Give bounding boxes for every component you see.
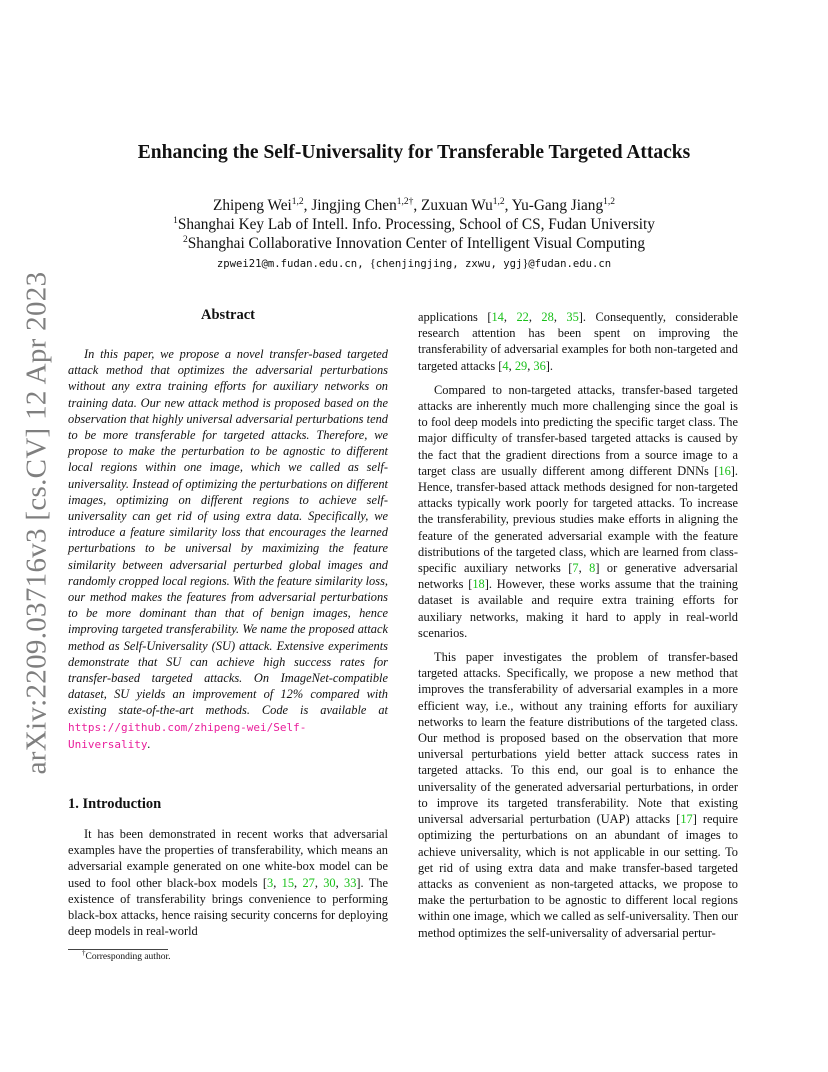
body-paragraph: Compared to non-targeted attacks, transfer-based targeted attacks are inherently much more challenging since the goal is to fool deep models into predicting the specific target class. The major difficulty of transfer-based targeted attacks is caused by the fact that the gradient directions from a source image to a target class are usually different among different DNNs [16]. Hence, transfer-based attack methods designed for non-targeted attacks typically work poorly for targeted attacks. To increase the transferability, previous studies make efforts in aligning the feature of the generated adversarial example with the feature distributions of the targeted class, which are learned from class-specific auxiliary networks [7, 8] or generative adversarial networks [18]. However, these works assume that the training dataset is available and require extra training efforts for auxiliary networks, making it hard to apply in real-world scenarios. (418, 382, 738, 640)
citation-link[interactable]: 3 (267, 875, 274, 890)
affiliation-mark: 1,2† (396, 197, 414, 207)
author-name: Zhipeng Wei (213, 197, 292, 214)
citation-link[interactable]: 28 (541, 310, 554, 324)
citation-link[interactable]: 17 (680, 812, 693, 827)
citation-link[interactable]: 27 (302, 875, 315, 890)
citation-link[interactable]: 8 (589, 561, 596, 576)
section-heading-introduction: 1. Introduction (68, 796, 162, 812)
affiliation-2: $^2$Shanghai Collaborative Innovation Center of Intelligent Visual Computing (183, 235, 645, 252)
citation-link[interactable]: 4 (502, 358, 509, 373)
author-name: Jingjing Chen (311, 197, 397, 214)
citation-link[interactable]: 29 (514, 358, 528, 373)
abstract-heading: Abstract (201, 307, 255, 323)
citation-link[interactable]: 22 (516, 310, 529, 324)
author-emails: zpwei21@m.fudan.edu.cn, {chenjingjing, zxwu, ygj}@fudan.edu.cn (216, 256, 612, 270)
author-name: Yu-Gang Jiang (511, 197, 604, 214)
affiliation-1: $^1$Shanghai Key Lab of Intell. Info. Processing, School of CS, Fudan University (173, 216, 655, 233)
affiliation-mark: 1,2 (603, 197, 615, 207)
citation-link[interactable]: 36 (533, 358, 546, 373)
citation-link[interactable]: 33 (344, 875, 357, 890)
citation-link[interactable]: 35 (566, 310, 579, 324)
intro-paragraph: It has been demonstrated in recent works that adversarial examples have the properties of transferability, which means an adversarial example generated on one white-box model can be used to fool other black-box models [3, 15, 27, 30, 33]. The existence of transferability brings convenience to performing black-box attacks, hence raising security concerns for deploying deep models in real-world (68, 827, 388, 939)
author-block (68, 196, 760, 253)
arxiv-identifier: arXiv:2209.03716v3 [cs.CV] 12 Apr 2023 (20, 271, 53, 774)
affiliation-mark: 1,2 (291, 197, 304, 207)
right-column (418, 309, 738, 949)
abstract-body: In this paper, we propose a novel transfer-based targeted attack method that optimizes the adversarial perturbations without any extra training efforts for auxiliary networks on training data. Our new attack method is proposed based on the observation that highly universal adversarial perturbations tend to be more transferable for targeted attacks. Therefore, we propose to make the perturbation to be agnostic to different local regions within one image, which we called as self-universality. Instead of optimizing the perturbations on different images, optimizing on different regions to achieve self-universality can get rid of using extra data. Specifically, we introduce a feature similarity loss that encourages the learned perturbations to be universal by maximizing the feature similarity between adversarial perturbed global images and randomly cropped local regions. With the feature similarity loss, our method makes the features from adversarial perturbations to be more dominant than that of benign images, hence improving targeted transferability. We name the proposed attack method as Self-Universality (SU) attack. Extensive experiments demonstrate that SU can achieve high success rates for transfer-based targeted attacks. On ImageNet-compatible dataset, SU yields an improvement of 12% compared with existing state-of-the-art methods. Code is available at https://github.com/zhipeng-wei/Self-Universality. (68, 347, 388, 751)
citation-link[interactable]: 15 (281, 875, 295, 890)
citation-link[interactable]: 14 (491, 310, 504, 324)
affiliation-mark: 1,2 (492, 197, 505, 207)
citation-link[interactable]: 7 (572, 561, 579, 576)
author-name: Zuxuan Wu (421, 197, 493, 214)
body-paragraph: applications [14, 22, 28, 35]. Consequently, considerable research attention has been spent on improving the transferability of adversarial examples for both non-targeted and targeted attacks [4, 29, 36]. (418, 310, 738, 373)
citation-link[interactable]: 18 (472, 577, 485, 592)
paper-title: Enhancing the Self-Universality for Transferable Targeted Attacks (137, 142, 691, 163)
body-paragraph: This paper investigates the problem of transfer-based targeted attacks. Specifically, we propose a new method that improves the transferability of adversarial examples in a more efficient way, i.e., without any training efforts for auxiliary networks to learn the feature distributions of the targeted class. Our method is proposed based on the observation that more universal perturbations yield better attack success rates in targeted attacks. To this end, our goal is to enhance the universality of the generated adversarial perturbations, in order to improve its targeted transferability. Note that existing universal adversarial perturbation (UAP) attacks [17] require optimizing the perturbations on an abundant of images to achieve universality, which is not applicable in our setting. To get rid of using extra data and make transfer-based targeted attacks as convenient as non-targeted attacks, we propose to make the perturbation to be agnostic to different local regions within one image, which we called as self-universality. Then our method optimizes the self-universality of adversarial pertur- (418, 650, 738, 940)
author-line: Zhipeng Wei$^{1,2}$, Jingjing Chen$^{1,2\dagger}$, Zuxuan Wu$^{1,2}$, Yu-Gang Jiang$^{1,2}$ (213, 197, 615, 214)
footnote: †Corresponding author. (82, 949, 171, 962)
citation-link[interactable]: 30 (323, 875, 336, 890)
citation-link[interactable]: 16 (718, 463, 731, 478)
code-link[interactable]: https://github.com/zhipeng-wei/Self-Universality (68, 720, 307, 751)
